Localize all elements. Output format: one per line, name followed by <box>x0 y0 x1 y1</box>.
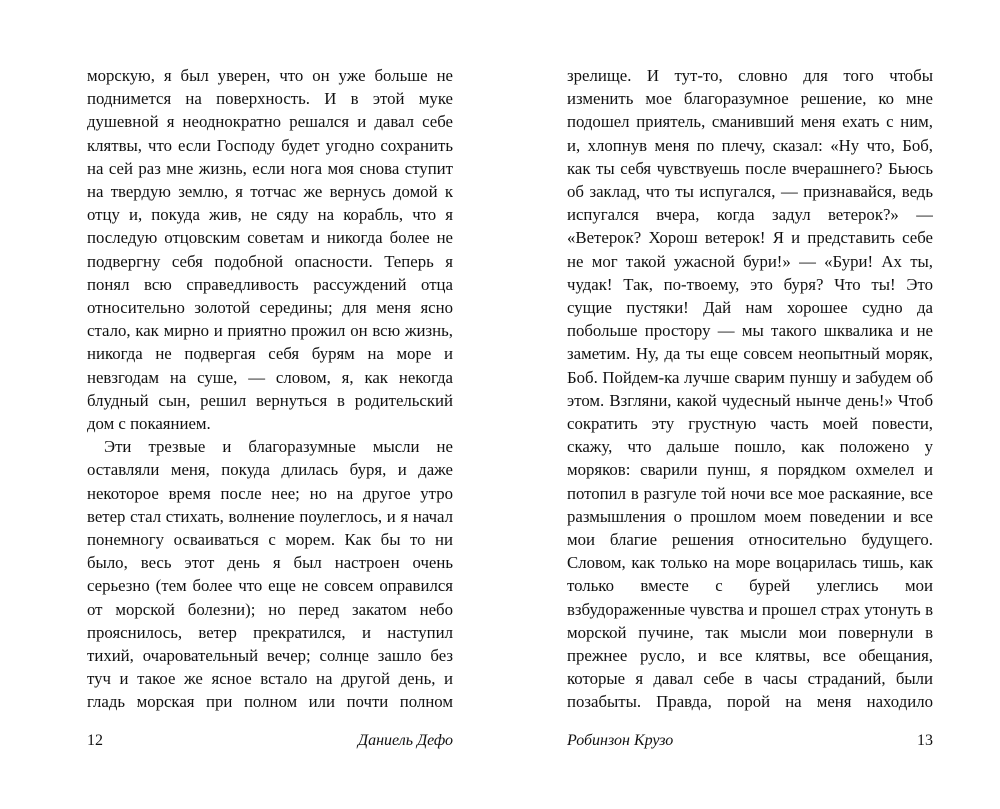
running-title-author: Даниель Дефо <box>357 732 453 749</box>
paragraph: Эти трезвые и благоразумные мысли не оставляли меня, покуда длилась буря, и даже некоторое время после нее; но на другое утро ветер стал стихать, волнение поулеглось, и я начал понемногу осваиваться с морем. Как бы то ни было, весь этот день я был настроен очень серьезно (тем более что еще не совсем оправился от морской болезни); но перед закатом небо прояснилось, ветер прекратился, и наступил тихий, очаровательный вечер; солнце зашло без туч и такое же ясное встало на другой день, и гладь морская при полном или почти полном <box>87 437 453 712</box>
left-page-footer <box>87 732 453 756</box>
right-page-footer <box>567 732 933 756</box>
paragraph: морскую, я был уверен, что он уже больше не поднимется на поверхность. И в этой муке душевной я неоднократно решался и давал себе клятвы, что если Господу будет угодно сохранить на сей раз мне жизнь, если нога моя снова ступит на твердую землю, я тотчас же вернусь домой к отцу и, покуда жив, не сяду на корабль, что я последую отцовским советам и никогда более не подвергну себя подобной опасности. Теперь я понял всю справедливость рассуждений отца относительно золотой середины; для меня ясно стало, как мирно и приятно прожил он всю жизнь, никогда не подвергая себя бурям на море и невзгодам на суше, — словом, я, как некогда блудный сын, решил вернуться в родительский дом с покаянием. <box>87 66 453 434</box>
right-page <box>567 64 933 749</box>
right-page-text <box>567 64 933 716</box>
left-page <box>87 64 453 749</box>
running-title-book: Робинзон Крузо <box>567 732 674 749</box>
page-number: 12 <box>87 732 103 749</box>
left-page-text <box>87 64 453 716</box>
paragraph: зрелище. И тут-то, словно для того чтобы изменить мое благоразумное решение, ко мне подошел приятель, сманивший меня ехать с ним, и, хлопнув меня по плечу, сказал: «Ну что, Боб, как ты себя чувствуешь после вчерашнего? Бьюсь об заклад, что ты испугался, — признавайся, ведь испугался вчера, когда задул ветерок?» — «Ветерок? Хорош ветерок! Я и представить себе не мог такой ужасной бури!» — «Бури! Ах ты, чудак! Так, по-твоему, это буря? Что ты! Это сущие пустяки! Дай нам хорошее судно да побольше простору — мы такого шквалика и не заметим. Ну, да ты еще совсем неопытный моряк, Боб. Пойдем-ка лучше сварим пуншу и забудем об этом. Взгляни, какой чудесный нынче день!» Чтоб сократить эту грустную часть моей повести, скажу, что дальше пошло, как положено у моряков: сварили пунш, я порядком охмелел и потопил в разгуле той ночи все мое раскаяние, все размышления о прошлом моем поведении и все мои благие решения относительно будущего. Словом, как только на море воцарилась тишь, как только вместе с бурей улеглись мои взбудораженные чувства и прошел страх утонуть в морской пучине, так мысли мои повернули в прежнее русло, и все клятвы, все обещания, которые я давал себе в часы страданий, были позабыты. Правда, порой на меня находило <box>567 66 933 712</box>
page-number: 13 <box>917 732 933 749</box>
